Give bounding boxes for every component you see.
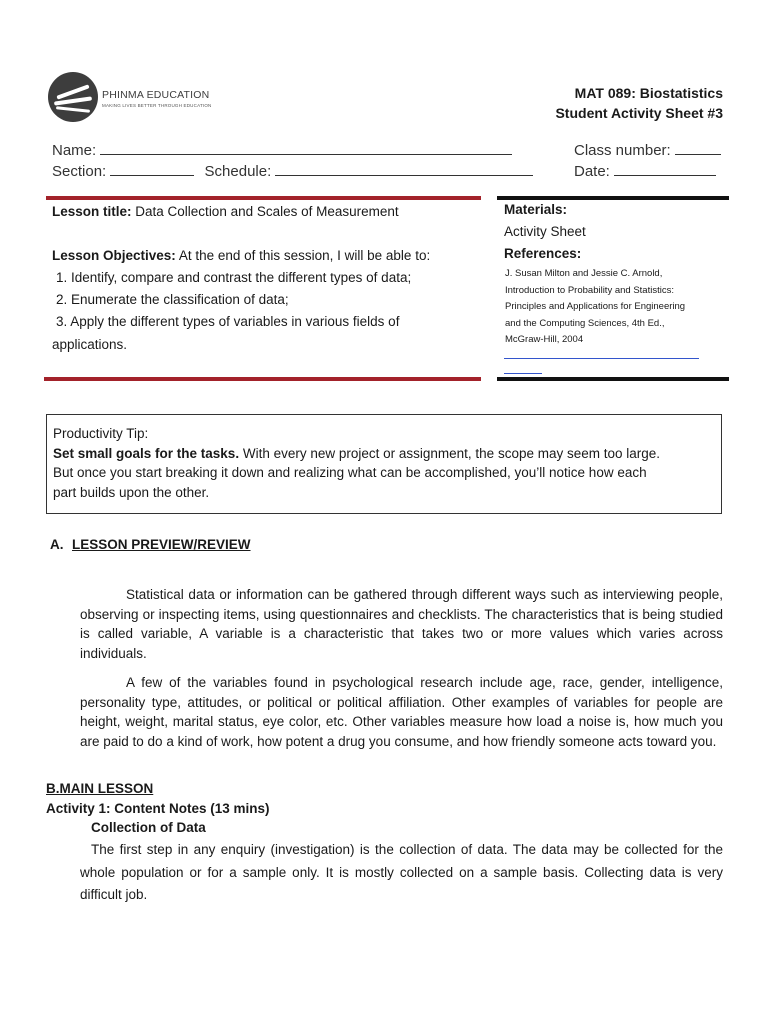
date-line[interactable] (614, 161, 716, 176)
section-b-title: B.MAIN LESSON (46, 781, 154, 796)
lesson-title-label: Lesson title: (52, 204, 132, 219)
materials-item: Activity Sheet (504, 224, 586, 239)
date-field[interactable] (574, 161, 716, 180)
sheet-title: Student Activity Sheet #3 (555, 105, 723, 121)
class-number-field[interactable] (574, 140, 721, 159)
objective-item: 3. Apply the different types of variables in various fields of (56, 314, 400, 329)
objective-item: applications. (52, 337, 128, 352)
section-a-paragraph-2 (80, 673, 723, 751)
class-number-label: Class number: (574, 142, 671, 159)
objectives-intro: At the end of this session, I will be able to: (178, 248, 431, 263)
schedule-label: Schedule: (204, 163, 272, 180)
date-label: Date: (574, 163, 610, 180)
lesson-bottom-bar (44, 377, 481, 381)
lesson-objectives (52, 246, 430, 266)
section-a-title: LESSON PREVIEW/REVIEW (72, 537, 251, 552)
class-number-line[interactable] (675, 140, 721, 155)
reference-line: Principles and Applications for Engineering (505, 301, 686, 312)
name-label: Name: (52, 142, 97, 159)
collection-subheading: Collection of Data (91, 820, 206, 835)
logo-brand-text: PHINMA EDUCATION (102, 89, 210, 101)
materials-bottom-bar (497, 377, 729, 381)
preview-paragraph: Statistical data or information can be gathered through different ways such as interviewing people, observing or inspecting items, using questionnaires and checklists. The characteristics that is being studied is called variable, A variable is a characteristic that takes two or more values which varies across individuals. (80, 587, 723, 661)
course-title: MAT 089: Biostatistics (574, 85, 723, 101)
objective-item: 2. Enumerate the classification of data; (56, 292, 289, 307)
tip-bold: Set small goals for the tasks. (53, 445, 240, 461)
tip-line-2: But once you start breaking it down and realizing what can be accomplished, you’ll notice how each (53, 465, 647, 480)
section-line[interactable] (110, 161, 194, 176)
objectives-label: Lesson Objectives: (52, 248, 176, 263)
section-label: Section: (52, 163, 107, 180)
section-a-letter: A. (50, 537, 64, 552)
schedule-line[interactable] (275, 161, 533, 176)
tip-line-1 (53, 444, 715, 464)
activity-heading: Activity 1: Content Notes (13 mins) (46, 801, 270, 816)
tip-label: Productivity Tip: (53, 426, 149, 441)
section-b-paragraph (80, 839, 723, 907)
reference-line: Introduction to Probability and Statistics: (505, 284, 674, 296)
preview-paragraph: A few of the variables found in psychological research include age, race, gender, intelligence, personality type, attitudes, or political or political affiliation. Other examples of variables for people are height, weight, marital status, eye color, etc. Other variables measure how load a noise is, how much you are paid to do a kind of work, how potent a drug you consume, and how friendly someone acts toward you. (80, 675, 723, 749)
lesson-title (52, 202, 399, 222)
logo-emblem-icon (48, 72, 98, 122)
tip-text-1: With every new project or assignment, the scope may seem too large. (239, 445, 661, 461)
references-label: References: (504, 246, 582, 261)
reference-line: McGraw-Hill, 2004 (505, 334, 584, 345)
lesson-title-value: Data Collection and Scales of Measurement (135, 204, 399, 219)
lesson-top-bar (46, 196, 481, 200)
section-a-paragraph-1 (80, 585, 723, 663)
logo-tagline: MAKING LIVES BETTER THROUGH EDUCATION (102, 103, 212, 108)
reference-entry (505, 266, 685, 349)
tip-line-3: part builds upon the other. (53, 484, 210, 500)
reference-line: J. Susan Milton and Jessie C. Arnold, (505, 268, 663, 279)
name-line[interactable] (100, 140, 512, 155)
phinma-logo (48, 72, 228, 128)
reference-line: and the Computing Sciences, 4th Ed., (505, 317, 665, 329)
reference-link-line[interactable] (504, 358, 699, 359)
materials-top-bar (497, 196, 729, 200)
section-field[interactable] (52, 161, 533, 180)
main-lesson-paragraph: The first step in any enquiry (investigation) is the collection of data. The data may be collected for the whole population or for a sample only. It is mostly collected on a sample basis. Collecting data is very difficult job. (80, 842, 723, 902)
materials-label: Materials: (504, 202, 568, 217)
objective-item: 1. Identify, compare and contrast the different types of data; (56, 270, 412, 285)
name-field[interactable] (52, 140, 512, 159)
reference-link-line-end[interactable] (504, 373, 542, 374)
productivity-tip-box (46, 414, 722, 514)
